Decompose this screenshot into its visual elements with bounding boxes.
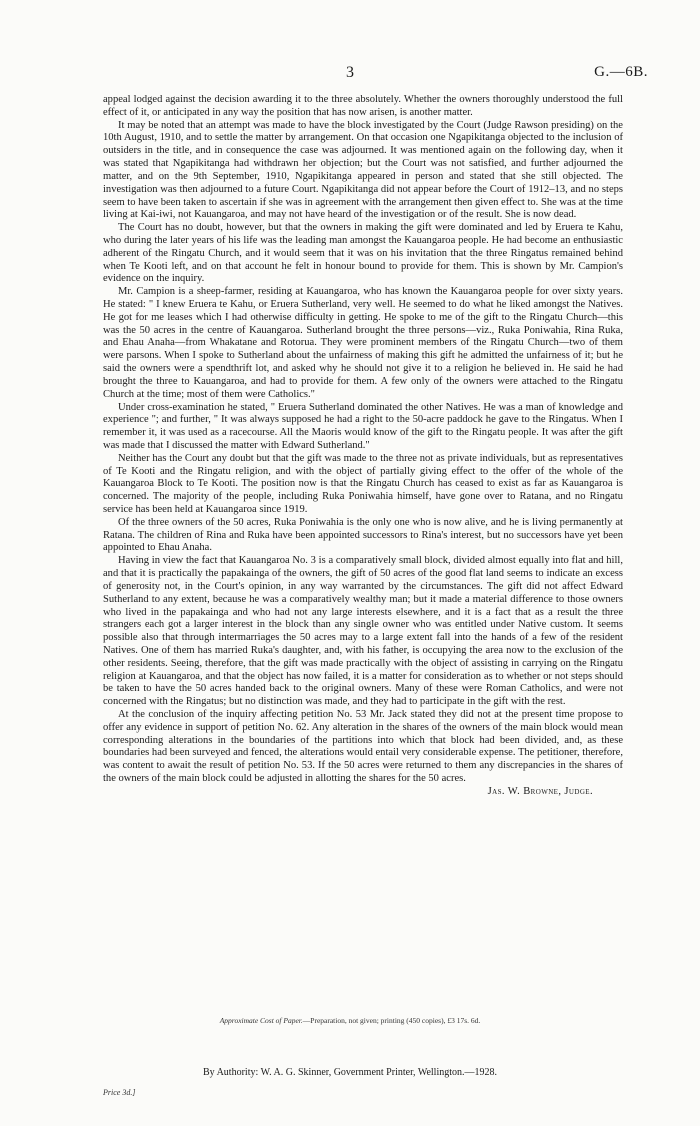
paragraph: appeal lodged against the decision awarding it to the three absolutely. Whether the owners thoroughly understood the full effect of it, or anticipated in any way the position that has now arisen, is another matter. xyxy=(103,94,623,118)
paragraph: The Court has no doubt, however, but that the owners in making the gift were dominated and led by Eruera te Kahu, who during the later years of his life was the leading man amongst the Kauangaroa people. He had become an enthusiastic adherent of the Ringatu Church, and it would seem that it was on his invitation that the three Ringatus remained behind when Te Kooti left, and on that account he felt in honour bound to provide for them. This is shown by Mr. Campion's evidence on the inquiry. xyxy=(103,222,623,285)
price-note: Price 3d.] xyxy=(103,1088,136,1097)
paragraph: Of the three owners of the 50 acres, Ruka Poniwahia is the only one who is now alive, and he is living permanently at Ratana. The children of Rina and Ruka have been appointed successors to Rina's interest, but no successors have yet been appointed to Ehau Anaha. xyxy=(103,516,623,554)
paragraph: Mr. Campion is a sheep-farmer, residing at Kauangaroa, who has known the Kauangaroa people for over sixty years. He stated: " I knew Eruera te Kahu, or Eruera Sutherland, very well. He seemed to do what he liked amongst the Natives. He got for me leases which I had otherwise difficulty in getting. He spoke to me of the gift to the Ringatu Church—this was the 50 acres in the centre of Kauangaroa. Sutherland brought the three persons—viz., Ruka Poniwahia, Rina Ruka, and Ehau Anaha—from Whakatane and Rotorua. They were prominent members of the Ringatu Church—two of them were parsons. When I spoke to Sutherland about the unfairness of making this gift he admitted the unfairness of it; but he said the owners were a spendthrift lot, and asked why he should not give it to a religion he believed in. He said he had brought the three to Kauangaroa, and had to provide for them. A few only of the owners were attached to the Ringatu Church at the time; most of them were Catholics." xyxy=(103,286,623,400)
paragraph: Under cross-examination he stated, " Eruera Sutherland dominated the other Natives. He was a man of knowledge and experience "; and further, " It was always supposed he had a right to the 50-acre paddock he gave to the Ringatus. When I remember it, it was used as a racecourse. All the Maoris would know of the gift to the Ringatu people. It was after the gift was made that I discussed the matter with Edward Sutherland." xyxy=(103,401,623,451)
cost-note-label: Approximate Cost of Paper. xyxy=(219,1016,303,1025)
printer-authority: By Authority: W. A. G. Skinner, Government Printer, Wellington.—1928. xyxy=(202,1067,498,1078)
judge-signature: Jas. W. Browne, Judge. xyxy=(487,785,593,797)
document-reference: G.—6B. xyxy=(594,64,648,80)
paragraph: It may be noted that an attempt was made to have the block investigated by the Court (Judge Rawson presiding) on the 10th August, 1910, and to settle the matter by arrangement. On that occasion one Ngapikitanga objected to the inclusion of outsiders in the title, and in consequence the case was adjourned. It was mentioned again on the following day, when it was stated that Ngapikitanga had withdrawn her objection; but the Court was not satisfied, and further adjourned the matter, and on the 9th September, 1910, Ngapikitanga appeared in person and stated that she still objected. The investigation was then adjourned to a future Court. Ngapikitanga did not appear before the Court of 1912–13, and no steps seem to have been taken to ascertain if she was in agreement with the arrangement then given effect to. She was at the time living at Kai-iwi, not Kauangaroa, and may not have heard of the investigation or of the result. She is now dead. xyxy=(103,119,623,221)
cost-note xyxy=(0,1016,700,1025)
paragraph: Neither has the Court any doubt but that the gift was made to the three not as private individuals, but as representatives of Te Kooti and the Ringatu religion, and with the object of partially giving effect to the offer of the whole of the Kauangaroa Block to Te Kooti. The position now is that the Ringatu Church has ceased to exist as far as Kauangaroa is concerned. The majority of the people, including Ruka Poniwahia himself, have gone over to Ratana, and no Ringatu service has been held at Kauangaroa since 1919. xyxy=(103,452,623,515)
paragraph: At the conclusion of the inquiry affecting petition No. 53 Mr. Jack stated they did not at the present time propose to offer any evidence in support of petition No. 62. Any alteration in the shares of the owners of the main block would mean corresponding alterations in the boundaries of the partitions into which that block had been divided, and, as these boundaries had been surveyed and fenced, the alterations would entail very considerable expense. The petitioner, therefore, was content to await the result of petition No. 53. If the 50 acres were returned to them any discrepancies in the shares of the owners of the main block could be adjusted in allotting the shares for the 50 acres. xyxy=(103,709,623,785)
paragraph: Having in view the fact that Kauangaroa No. 3 is a comparatively small block, divided almost equally into flat and hill, and that it is practically the papakainga of the owners, the gift of 50 acres of the good flat land seems to indicate an excess of generosity not, in the Court's opinion, in any way warranted by the circumstances. The gift did not affect Edward Sutherland to any extent, because he was a comparatively wealthy man; but it made a material difference to those owners who lived in the papakainga and who had not any large interests elsewhere, and it is a fact that as a result the three strangers each got a larger interest in the block than any single owner who was entitled under Native custom. It seems possible also that through intermarriages the 50 acres may to a large extent fall into the hands of a few of the resident Natives. One of them has married Ruka's daughter, and, with his father, is occupying the area now to the exclusion of the other residents. Seeing, therefore, that the gift was made practically with the object of assisting in carrying on the Ringatu religion at Kauangaroa, and that the object has now failed, it is a matter for consideration as to whether or not steps should be taken to have the 50 acres handed back to the original owners. Many of these were Roman Catholics, and were not concerned with the Ringatus; but no distinction was made, and they had to participate in the gift with the rest. xyxy=(103,555,623,708)
cost-note-text: —Preparation, not given; printing (450 copies), £3 17s. 6d. xyxy=(302,1016,481,1025)
body-text xyxy=(103,94,623,799)
page-number: 3 xyxy=(346,64,354,81)
